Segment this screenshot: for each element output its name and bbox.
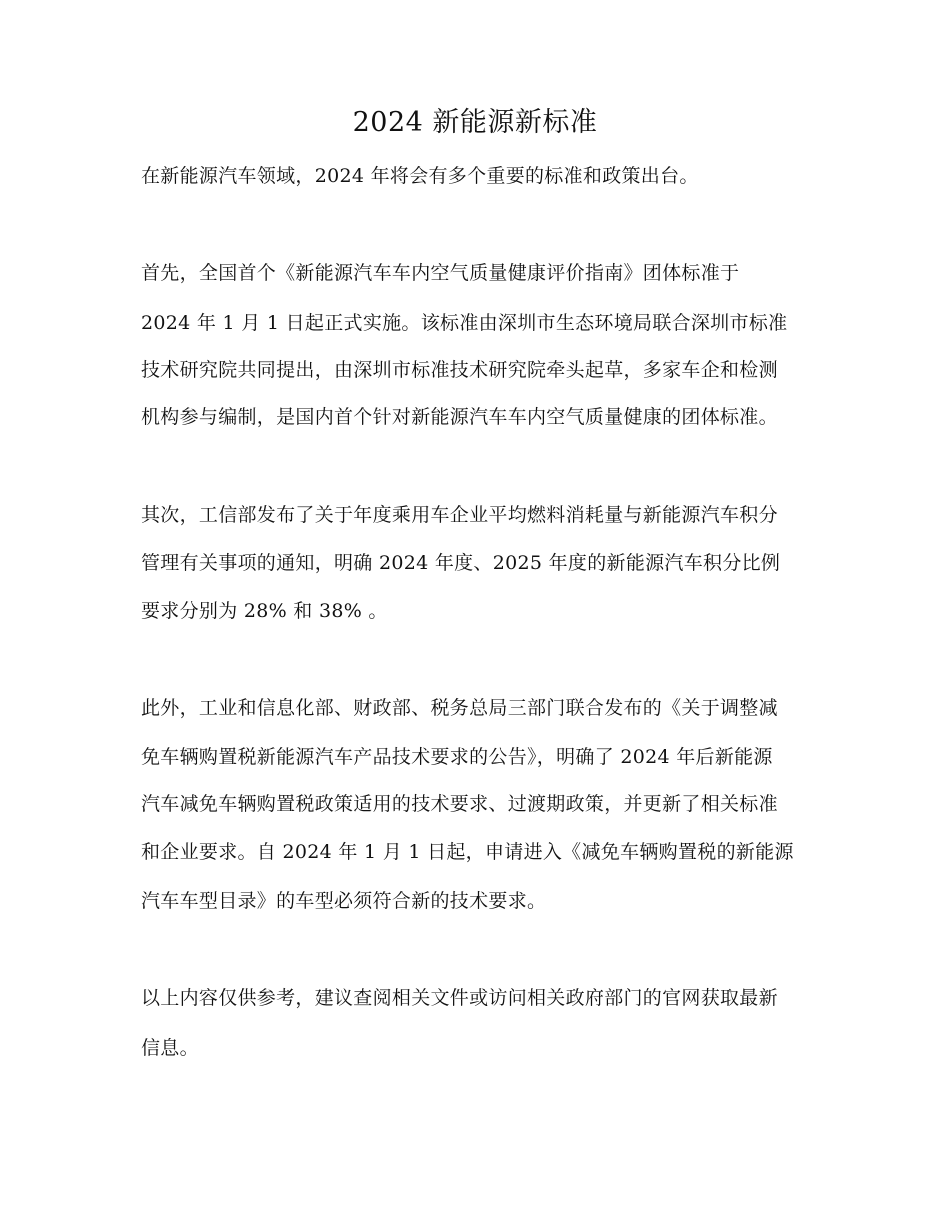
paragraph-1-line-1: 在新能源汽车领域，2024 年将会有多个重要的标准和政策出台。 <box>141 165 699 187</box>
document-title: 2024 新能源新标准 <box>352 107 598 138</box>
paragraph-2-line-1: 首先，全国首个《新能源汽车车内空气质量健康评价指南》团体标准于 <box>141 262 740 284</box>
paragraph-5-line-2: 信息。 <box>141 1037 199 1059</box>
paragraph-5-line-1: 以上内容仅供参考，建议查阅相关文件或访问相关政府部门的官网获取最新 <box>141 987 778 1009</box>
paragraph-4-line-4: 和企业要求。自 2024 年 1 月 1 日起，申请进入《减免车辆购置税的新能源 <box>141 841 794 863</box>
paragraph-4-line-5: 汽车车型目录》的车型必须符合新的技术要求。 <box>141 890 547 912</box>
paragraph-4-line-1: 此外，工业和信息化部、财政部、税务总局三部门联合发布的《关于调整减 <box>141 697 778 719</box>
paragraph-2-line-2: 2024 年 1 月 1 日起正式实施。该标准由深圳市生态环境局联合深圳市标准 <box>141 312 788 334</box>
paragraph-3-line-3: 要求分别为 28% 和 38% 。 <box>141 600 388 622</box>
paragraph-2-line-4: 机构参与编制，是国内首个针对新能源汽车车内空气质量健康的团体标准。 <box>141 406 778 428</box>
paragraph-4-line-3: 汽车减免车辆购置税政策适用的技术要求、过渡期政策，并更新了相关标准 <box>141 793 778 815</box>
paragraph-4-line-2: 免车辆购置税新能源汽车产品技术要求的公告》，明确了 2024 年后新能源 <box>141 746 773 768</box>
paragraph-3-line-1: 其次，工信部发布了关于年度乘用车企业平均燃料消耗量与新能源汽车积分 <box>141 504 778 526</box>
paragraph-2-line-3: 技术研究院共同提出，由深圳市标准技术研究院牵头起草，多家车企和检测 <box>141 359 778 381</box>
paragraph-3-line-2: 管理有关事项的通知，明确 2024 年度、2025 年度的新能源汽车积分比例 <box>141 552 781 574</box>
